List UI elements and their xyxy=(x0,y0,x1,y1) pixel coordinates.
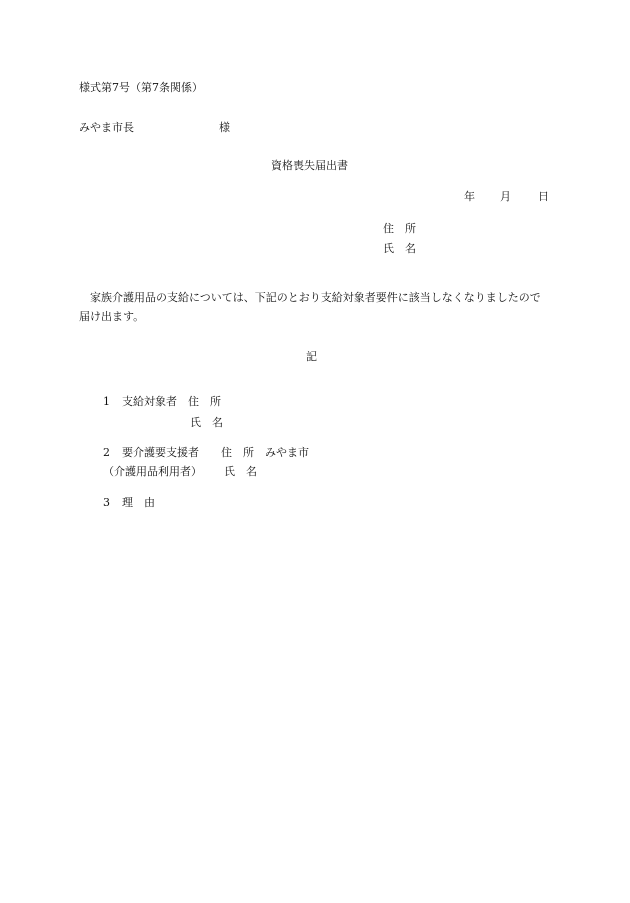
applicant-name-label: 氏 名 xyxy=(383,242,416,255)
item-2-name-label: 氏 名 xyxy=(224,465,257,478)
item-1-row xyxy=(103,395,221,409)
item-2-sub-row xyxy=(103,465,257,479)
item-1-name-label: 氏 名 xyxy=(190,416,223,429)
item-2-row xyxy=(103,446,309,460)
addressee-suffix: 様 xyxy=(219,121,230,134)
date-day-label: 日 xyxy=(538,190,549,203)
addressee-name: みやま市長 xyxy=(79,121,134,134)
item-2-sublabel: （介護用品利用者） xyxy=(103,465,202,478)
item-2-number: 2 xyxy=(103,446,110,459)
item-3-row xyxy=(103,496,155,510)
date-year-label: 年 xyxy=(464,190,475,203)
body-text: 家族介護用品の支給については、下記のとおり支給対象者要件に該当しなくなりましたので届け出ます。 xyxy=(79,291,541,323)
item-3-label: 理 由 xyxy=(122,496,155,509)
item-1-number: 1 xyxy=(103,395,110,408)
date-row xyxy=(464,190,549,204)
item-1-name-row xyxy=(190,416,223,430)
item-2-address-label: 住 所 xyxy=(221,446,254,459)
item-3-number: 3 xyxy=(103,496,110,509)
date-month-label: 月 xyxy=(500,190,511,203)
form-number: 様式第7号（第7条関係） xyxy=(79,81,203,94)
applicant-address-label: 住 所 xyxy=(383,222,416,235)
item-2-address-value: みやま市 xyxy=(265,446,309,459)
document-title: 資格喪失届出書 xyxy=(271,159,348,172)
applicant-block xyxy=(383,222,416,262)
item-1-label: 支給対象者 xyxy=(122,395,177,408)
item-2-label: 要介護要支援者 xyxy=(122,446,199,459)
item-1-address-label: 住 所 xyxy=(188,395,221,408)
ki-heading: 記 xyxy=(306,350,317,363)
